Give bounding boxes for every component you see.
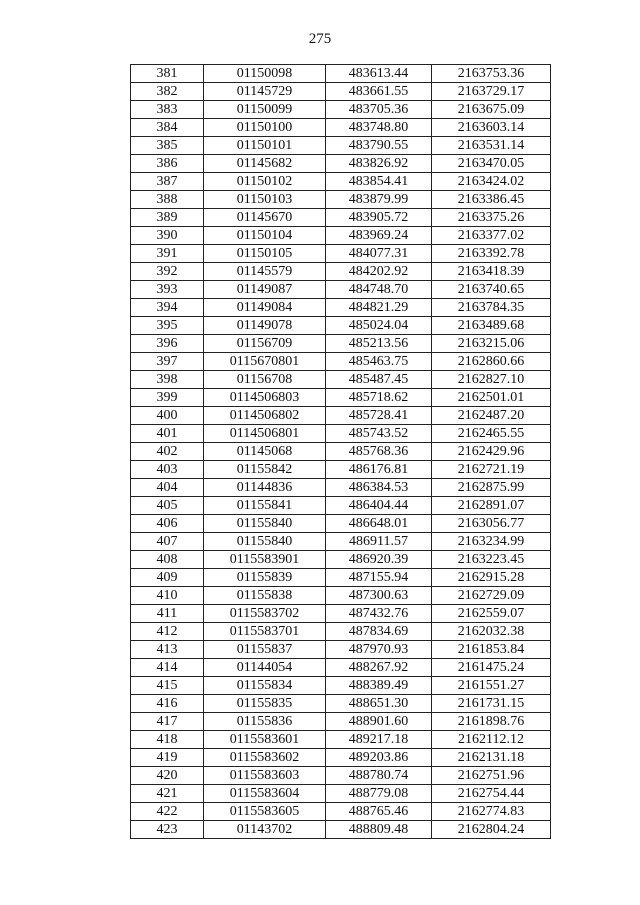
table-row: [131, 515, 551, 533]
table-row: [131, 227, 551, 245]
y-coordinate-cell: 2163375.26: [432, 209, 551, 227]
y-coordinate-cell: 2163386.45: [432, 191, 551, 209]
x-coordinate-cell: 485024.04: [326, 317, 432, 335]
y-coordinate-cell: 2163418.39: [432, 263, 551, 281]
table-row: [131, 317, 551, 335]
table-row: [131, 155, 551, 173]
y-coordinate-cell: 2162721.19: [432, 461, 551, 479]
point-id-cell: 01150103: [204, 191, 326, 209]
y-coordinate-cell: 2161551.27: [432, 677, 551, 695]
y-coordinate-cell: 2161898.76: [432, 713, 551, 731]
x-coordinate-cell: 486920.39: [326, 551, 432, 569]
x-coordinate-cell: 485487.45: [326, 371, 432, 389]
point-id-cell: 0115583702: [204, 605, 326, 623]
point-number-cell: 418: [131, 731, 204, 749]
point-number-cell: 420: [131, 767, 204, 785]
point-id-cell: 0115583603: [204, 767, 326, 785]
y-coordinate-cell: 2162465.55: [432, 425, 551, 443]
point-id-cell: 01155839: [204, 569, 326, 587]
x-coordinate-cell: 488779.08: [326, 785, 432, 803]
point-number-cell: 396: [131, 335, 204, 353]
point-id-cell: 0115583901: [204, 551, 326, 569]
point-number-cell: 422: [131, 803, 204, 821]
y-coordinate-cell: 2162827.10: [432, 371, 551, 389]
point-id-cell: 01150102: [204, 173, 326, 191]
point-number-cell: 401: [131, 425, 204, 443]
y-coordinate-cell: 2162891.07: [432, 497, 551, 515]
point-id-cell: 01155837: [204, 641, 326, 659]
point-id-cell: 01145682: [204, 155, 326, 173]
point-number-cell: 392: [131, 263, 204, 281]
table-row: [131, 83, 551, 101]
point-number-cell: 403: [131, 461, 204, 479]
point-number-cell: 387: [131, 173, 204, 191]
x-coordinate-cell: 483879.99: [326, 191, 432, 209]
x-coordinate-cell: 487155.94: [326, 569, 432, 587]
y-coordinate-cell: 2163740.65: [432, 281, 551, 299]
table-row: [131, 587, 551, 605]
point-id-cell: 01145670: [204, 209, 326, 227]
point-id-cell: 0115583601: [204, 731, 326, 749]
table-row: [131, 335, 551, 353]
point-number-cell: 388: [131, 191, 204, 209]
table-row: [131, 137, 551, 155]
y-coordinate-cell: 2163675.09: [432, 101, 551, 119]
table-row: [131, 569, 551, 587]
point-id-cell: 0115583604: [204, 785, 326, 803]
table-row: [131, 731, 551, 749]
y-coordinate-cell: 2163392.78: [432, 245, 551, 263]
x-coordinate-cell: 485728.41: [326, 407, 432, 425]
y-coordinate-cell: 2162860.66: [432, 353, 551, 371]
table-row: [131, 641, 551, 659]
y-coordinate-cell: 2162875.99: [432, 479, 551, 497]
table-row: [131, 281, 551, 299]
point-number-cell: 409: [131, 569, 204, 587]
point-id-cell: 01150098: [204, 65, 326, 83]
x-coordinate-cell: 483969.24: [326, 227, 432, 245]
table-row: [131, 677, 551, 695]
y-coordinate-cell: 2161853.84: [432, 641, 551, 659]
y-coordinate-cell: 2162751.96: [432, 767, 551, 785]
y-coordinate-cell: 2163223.45: [432, 551, 551, 569]
page-number: 275: [308, 31, 332, 47]
table-row: [131, 443, 551, 461]
x-coordinate-cell: 485718.62: [326, 389, 432, 407]
table-row: [131, 659, 551, 677]
y-coordinate-cell: 2163234.99: [432, 533, 551, 551]
point-number-cell: 391: [131, 245, 204, 263]
table-row: [131, 101, 551, 119]
y-coordinate-cell: 2162754.44: [432, 785, 551, 803]
point-number-cell: 397: [131, 353, 204, 371]
point-number-cell: 383: [131, 101, 204, 119]
point-number-cell: 394: [131, 299, 204, 317]
point-id-cell: 01155842: [204, 461, 326, 479]
y-coordinate-cell: 2163753.36: [432, 65, 551, 83]
x-coordinate-cell: 484202.92: [326, 263, 432, 281]
point-id-cell: 01150101: [204, 137, 326, 155]
x-coordinate-cell: 484821.29: [326, 299, 432, 317]
point-id-cell: 01155838: [204, 587, 326, 605]
point-number-cell: 411: [131, 605, 204, 623]
point-id-cell: 01155840: [204, 533, 326, 551]
y-coordinate-cell: 2163056.77: [432, 515, 551, 533]
point-id-cell: 0114506801: [204, 425, 326, 443]
point-id-cell: 01145579: [204, 263, 326, 281]
table-row: [131, 713, 551, 731]
table-row: [131, 767, 551, 785]
x-coordinate-cell: 483661.55: [326, 83, 432, 101]
table-row: [131, 263, 551, 281]
table-row: [131, 695, 551, 713]
coordinates-table: [130, 64, 551, 839]
y-coordinate-cell: 2162429.96: [432, 443, 551, 461]
point-number-cell: 390: [131, 227, 204, 245]
table-row: [131, 65, 551, 83]
table-row: [131, 749, 551, 767]
x-coordinate-cell: 488267.92: [326, 659, 432, 677]
point-number-cell: 400: [131, 407, 204, 425]
table-body: [131, 65, 551, 839]
point-number-cell: 399: [131, 389, 204, 407]
y-coordinate-cell: 2163377.02: [432, 227, 551, 245]
point-number-cell: 417: [131, 713, 204, 731]
point-number-cell: 395: [131, 317, 204, 335]
table-row: [131, 173, 551, 191]
point-number-cell: 423: [131, 821, 204, 839]
x-coordinate-cell: 486911.57: [326, 533, 432, 551]
point-number-cell: 393: [131, 281, 204, 299]
point-number-cell: 386: [131, 155, 204, 173]
x-coordinate-cell: 486404.44: [326, 497, 432, 515]
x-coordinate-cell: 487432.76: [326, 605, 432, 623]
x-coordinate-cell: 485768.36: [326, 443, 432, 461]
x-coordinate-cell: 485463.75: [326, 353, 432, 371]
point-id-cell: 01150099: [204, 101, 326, 119]
point-id-cell: 01156709: [204, 335, 326, 353]
x-coordinate-cell: 488651.30: [326, 695, 432, 713]
point-id-cell: 01149087: [204, 281, 326, 299]
y-coordinate-cell: 2161731.15: [432, 695, 551, 713]
x-coordinate-cell: 483748.80: [326, 119, 432, 137]
y-coordinate-cell: 2162487.20: [432, 407, 551, 425]
point-number-cell: 381: [131, 65, 204, 83]
x-coordinate-cell: 486648.01: [326, 515, 432, 533]
point-id-cell: 01145068: [204, 443, 326, 461]
y-coordinate-cell: 2161475.24: [432, 659, 551, 677]
point-id-cell: 01156708: [204, 371, 326, 389]
y-coordinate-cell: 2162559.07: [432, 605, 551, 623]
point-id-cell: 01143702: [204, 821, 326, 839]
table-row: [131, 479, 551, 497]
point-number-cell: 408: [131, 551, 204, 569]
point-number-cell: 382: [131, 83, 204, 101]
y-coordinate-cell: 2163603.14: [432, 119, 551, 137]
y-coordinate-cell: 2163531.14: [432, 137, 551, 155]
x-coordinate-cell: 483790.55: [326, 137, 432, 155]
x-coordinate-cell: 486384.53: [326, 479, 432, 497]
point-number-cell: 406: [131, 515, 204, 533]
point-id-cell: 0115583605: [204, 803, 326, 821]
x-coordinate-cell: 488809.48: [326, 821, 432, 839]
point-id-cell: 01155836: [204, 713, 326, 731]
table-row: [131, 425, 551, 443]
point-number-cell: 405: [131, 497, 204, 515]
table-row: [131, 605, 551, 623]
point-id-cell: 01145729: [204, 83, 326, 101]
table-row: [131, 821, 551, 839]
table-row: [131, 803, 551, 821]
x-coordinate-cell: 485743.52: [326, 425, 432, 443]
table-row: [131, 371, 551, 389]
x-coordinate-cell: 486176.81: [326, 461, 432, 479]
x-coordinate-cell: 485213.56: [326, 335, 432, 353]
y-coordinate-cell: 2162501.01: [432, 389, 551, 407]
x-coordinate-cell: 489217.18: [326, 731, 432, 749]
point-number-cell: 389: [131, 209, 204, 227]
point-number-cell: 415: [131, 677, 204, 695]
y-coordinate-cell: 2163729.17: [432, 83, 551, 101]
point-number-cell: 416: [131, 695, 204, 713]
point-number-cell: 419: [131, 749, 204, 767]
point-number-cell: 384: [131, 119, 204, 137]
point-number-cell: 398: [131, 371, 204, 389]
x-coordinate-cell: 487300.63: [326, 587, 432, 605]
point-number-cell: 421: [131, 785, 204, 803]
table-row: [131, 533, 551, 551]
x-coordinate-cell: 484077.31: [326, 245, 432, 263]
y-coordinate-cell: 2162804.24: [432, 821, 551, 839]
x-coordinate-cell: 488780.74: [326, 767, 432, 785]
point-id-cell: 01144836: [204, 479, 326, 497]
table-row: [131, 785, 551, 803]
point-id-cell: 0114506802: [204, 407, 326, 425]
table-row: [131, 497, 551, 515]
y-coordinate-cell: 2162131.18: [432, 749, 551, 767]
y-coordinate-cell: 2163424.02: [432, 173, 551, 191]
table-row: [131, 209, 551, 227]
point-number-cell: 407: [131, 533, 204, 551]
point-id-cell: 01150104: [204, 227, 326, 245]
table-row: [131, 119, 551, 137]
x-coordinate-cell: 483905.72: [326, 209, 432, 227]
x-coordinate-cell: 489203.86: [326, 749, 432, 767]
point-number-cell: 404: [131, 479, 204, 497]
point-id-cell: 01150105: [204, 245, 326, 263]
y-coordinate-cell: 2163489.68: [432, 317, 551, 335]
point-number-cell: 412: [131, 623, 204, 641]
point-id-cell: 0115583701: [204, 623, 326, 641]
point-number-cell: 402: [131, 443, 204, 461]
y-coordinate-cell: 2162032.38: [432, 623, 551, 641]
point-id-cell: 01144054: [204, 659, 326, 677]
x-coordinate-cell: 484748.70: [326, 281, 432, 299]
y-coordinate-cell: 2163470.05: [432, 155, 551, 173]
table-row: [131, 551, 551, 569]
table-row: [131, 299, 551, 317]
x-coordinate-cell: 487834.69: [326, 623, 432, 641]
point-id-cell: 01150100: [204, 119, 326, 137]
y-coordinate-cell: 2162774.83: [432, 803, 551, 821]
table-row: [131, 461, 551, 479]
x-coordinate-cell: 488389.49: [326, 677, 432, 695]
point-number-cell: 385: [131, 137, 204, 155]
point-id-cell: 01155840: [204, 515, 326, 533]
table-row: [131, 191, 551, 209]
y-coordinate-cell: 2163215.06: [432, 335, 551, 353]
x-coordinate-cell: 483826.92: [326, 155, 432, 173]
table-row: [131, 389, 551, 407]
y-coordinate-cell: 2162729.09: [432, 587, 551, 605]
x-coordinate-cell: 483613.44: [326, 65, 432, 83]
point-id-cell: 01149078: [204, 317, 326, 335]
x-coordinate-cell: 488765.46: [326, 803, 432, 821]
table-row: [131, 623, 551, 641]
table-row: [131, 245, 551, 263]
y-coordinate-cell: 2162915.28: [432, 569, 551, 587]
point-number-cell: 413: [131, 641, 204, 659]
x-coordinate-cell: 483705.36: [326, 101, 432, 119]
point-id-cell: 01155834: [204, 677, 326, 695]
table-row: [131, 407, 551, 425]
point-id-cell: 01155835: [204, 695, 326, 713]
point-number-cell: 410: [131, 587, 204, 605]
x-coordinate-cell: 487970.93: [326, 641, 432, 659]
x-coordinate-cell: 488901.60: [326, 713, 432, 731]
x-coordinate-cell: 483854.41: [326, 173, 432, 191]
y-coordinate-cell: 2162112.12: [432, 731, 551, 749]
point-id-cell: 0114506803: [204, 389, 326, 407]
point-id-cell: 0115670801: [204, 353, 326, 371]
y-coordinate-cell: 2163784.35: [432, 299, 551, 317]
table-row: [131, 353, 551, 371]
point-id-cell: 0115583602: [204, 749, 326, 767]
point-id-cell: 01155841: [204, 497, 326, 515]
point-number-cell: 414: [131, 659, 204, 677]
point-id-cell: 01149084: [204, 299, 326, 317]
